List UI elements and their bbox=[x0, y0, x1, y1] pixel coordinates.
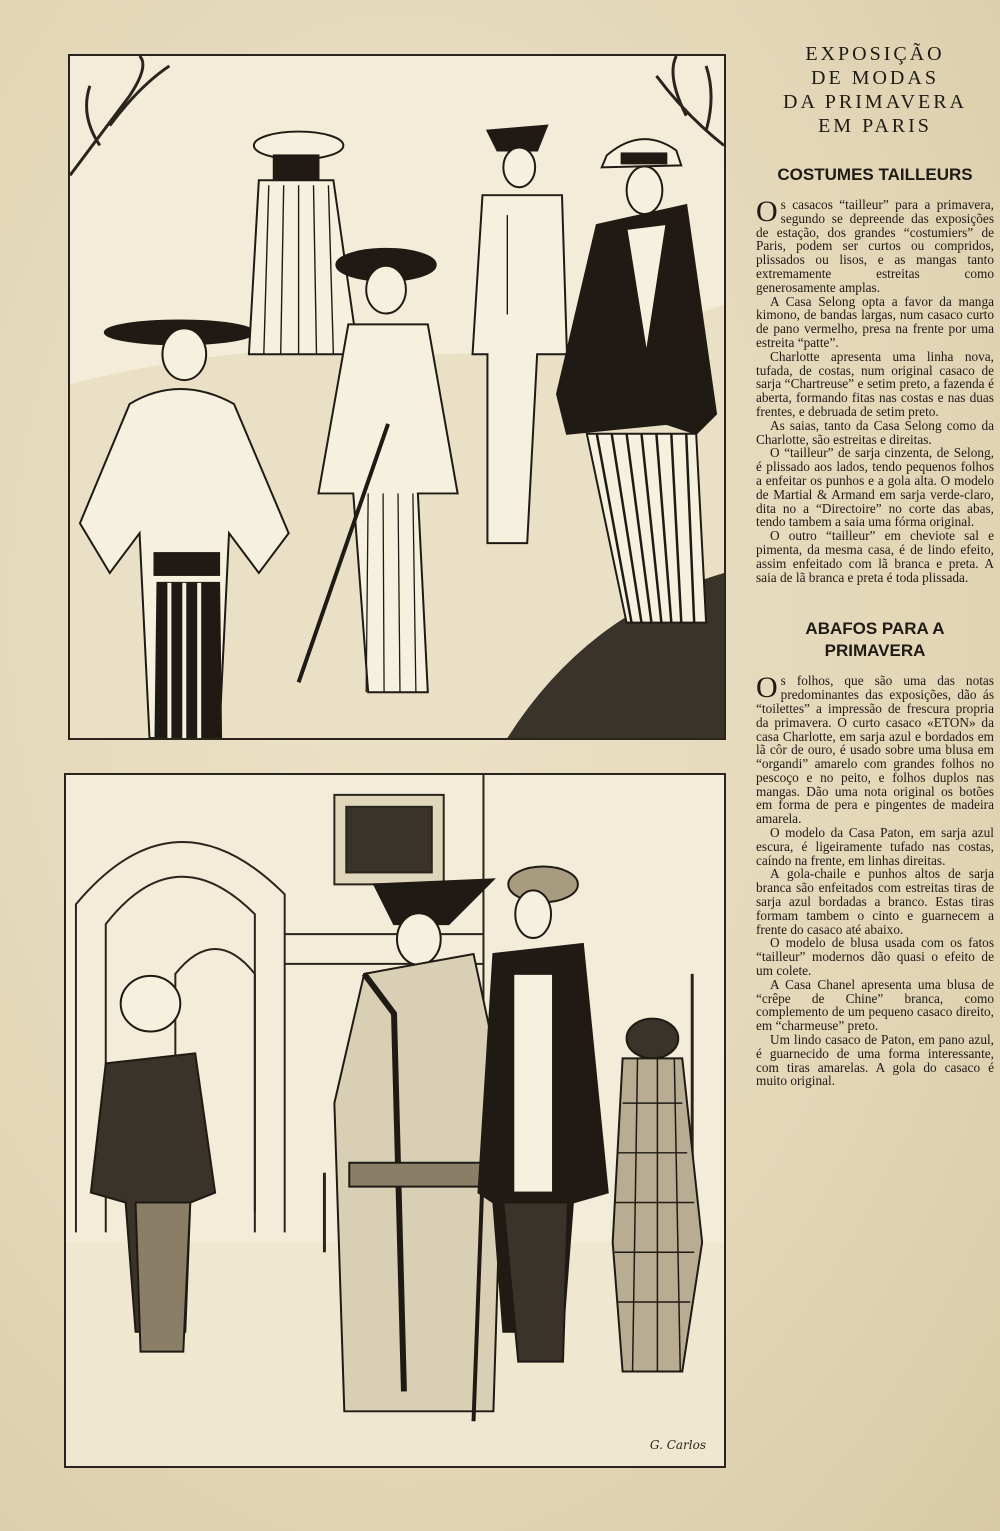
paragraph: As saias, tanto da Casa Selong como da Charlotte, são estreitas e direitas. bbox=[756, 417, 994, 447]
paragraph: Um lindo casaco de Paton, em pano azul, é guarnecido de uma forma interessante, com tiras amarelas. A gola do casaco é muito original. bbox=[756, 1032, 994, 1089]
paragraph: O “tailleur” de sarja cinzenta, de Selong, é plissado aos lados, tendo pequenos folhos a enfeitar os punhos e a gola alta. O modelo de Martial & Armand em sarja verde-claro, dita no a “Directoire” no corte das abas, tendo tambem a saia uma fórma original. bbox=[756, 445, 994, 530]
paragraph: O modelo de blusa usada com os fatos “tailleur” modernos dão quasi o efeito de um colete. bbox=[756, 935, 994, 979]
paragraph: Charlotte apresenta uma linha nova, tufada, de costas, num original casaco de sarja “Chartreuse” e setim preto, a fazenda é aberta, formando fitas nas costas e nas duas frentes, e debruada de setim preto. bbox=[756, 348, 994, 419]
paragraph: Os folhos, que são uma das notas predominantes das exposições, dão ás “toilettes” a impressão de frescura propria da primavera. O curto casaco «ETON» da casa Charlotte, em sarja azul e bordados em lã côr de ouro, é usado sobre uma blusa em “organdi” amarelo com grandes folhos no pescoço e no peito, e folhos duplos nas mangas. Dão uma nota original os botões em forma de pera e pingentes de madeira amarela. bbox=[756, 671, 994, 827]
title-line-1: EXPOSIÇÃO bbox=[805, 43, 945, 65]
fashion-sketch-five-women bbox=[70, 56, 724, 738]
paragraph: O outro “tailleur” em cheviote sal e pimenta, da mesma casa, é de lindo efeito, assim enfeitado com lã branca e preta. A saia de lã branca e preta é toda plissada. bbox=[756, 528, 994, 585]
section-heading-tailleurs: COSTUMES TAILLEURS bbox=[777, 165, 973, 184]
article-column bbox=[756, 42, 994, 1088]
illustrator-signature: G. Carlos bbox=[649, 1438, 706, 1452]
illustration-bottom-abafos bbox=[64, 773, 726, 1468]
title-line-4: EM PARIS bbox=[818, 115, 932, 137]
fashion-sketch-arcade-women bbox=[66, 775, 724, 1466]
illustration-top-tailleurs bbox=[68, 54, 726, 740]
article-title bbox=[756, 42, 994, 138]
paragraph: A Casa Selong opta a favor da manga kimono, de bandas largas, num casaco curto de pano vermelho, presa na frente por uma estreita “patte”. bbox=[756, 293, 994, 350]
section-heading-abafos: ABAFOS PARA A PRIMAVERA bbox=[805, 619, 945, 661]
paragraph: A Casa Chanel apresenta uma blusa de “crêpe de Chine” branca, como complemento de um pequeno casaco direito, em “charmeuse” preto. bbox=[756, 976, 994, 1034]
drop-cap: O bbox=[756, 671, 778, 705]
title-line-2: DE MODAS bbox=[811, 67, 939, 89]
drop-cap: O bbox=[756, 195, 778, 228]
title-line-3: DA PRIMAVERA bbox=[783, 91, 967, 113]
paragraph: O modelo da Casa Paton, em sarja azul escura, é ligeiramente tufado nas costas, caíndo na frente, em linhas direitas. bbox=[756, 825, 994, 868]
paragraph: A gola-chaile e punhos altos de sarja branca são enfeitados com estreitas tiras de sarja azul bordadas a branco. Estas tiras formam tambem o cinto e guarnecem a frente do casaco até abaixo. bbox=[756, 866, 994, 937]
paragraph: Os casacos “tailleur” para a primavera, segundo se depreende das exposições de estação, dos grandes “costumiers” de Paris, podem ser curtos ou compridos, plissados ou lisos, e as mangas tanto extremamente estreitas como generosamente amplas. bbox=[756, 195, 994, 295]
